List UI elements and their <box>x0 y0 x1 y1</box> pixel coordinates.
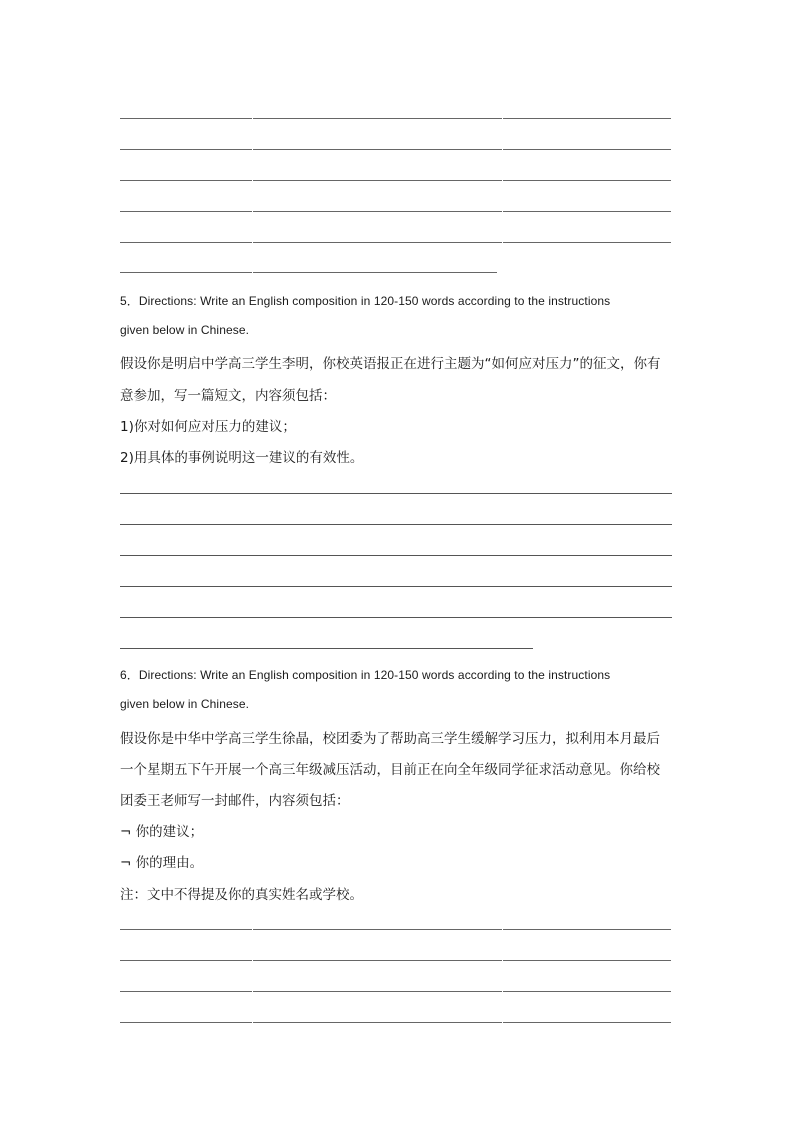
answer-line <box>253 960 502 961</box>
answer-line <box>253 272 497 273</box>
q6-directions-line1: 6．Directions: Write an English composition in 120-150 words according to the instructions <box>120 668 611 682</box>
answer-line <box>253 118 502 119</box>
q6-note: 注：文中不得提及你的真实姓名或学校。 <box>120 887 363 903</box>
answer-line <box>253 211 502 212</box>
answer-line <box>253 242 502 243</box>
answer-line <box>503 960 671 961</box>
answer-line <box>120 149 252 150</box>
q6-prompt-line3: 团委王老师写一封邮件，内容须包括： <box>120 793 350 809</box>
q5-point2: 2)用具体的事例说明这一建议的有效性。 <box>120 450 364 466</box>
answer-line <box>120 555 672 556</box>
answer-line <box>503 149 671 150</box>
q5-directions-line1: 5．Directions: Write an English composition in 120-150 words according to the instructions <box>120 294 611 308</box>
answer-line <box>503 929 671 930</box>
answer-line <box>120 242 252 243</box>
answer-line <box>120 991 252 992</box>
q5-directions-line2: given below in Chinese. <box>120 323 250 337</box>
q6-point2: ¬ 你的理由。 <box>120 855 204 871</box>
q6-point1: ¬ 你的建议； <box>120 824 204 840</box>
answer-line <box>120 211 252 212</box>
answer-line <box>120 586 672 587</box>
answer-line <box>253 149 502 150</box>
q6-prompt-line1: 假设你是中华中学高三学生徐晶，校团委为了帮助高三学生缓解学习压力，拟利用本月最后 <box>120 731 660 747</box>
answer-line <box>120 617 672 618</box>
answer-line <box>503 242 671 243</box>
answer-line <box>120 493 672 494</box>
answer-line <box>120 929 252 930</box>
q5-point1: 1)你对如何应对压力的建议； <box>120 419 296 435</box>
q5-prompt-line1: 假设你是明启中学高三学生李明，你校英语报正在进行主题为“如何应对压力”的征文，你有 <box>120 356 661 372</box>
answer-line <box>253 991 502 992</box>
answer-line <box>503 211 671 212</box>
answer-line <box>120 960 252 961</box>
answer-line <box>503 118 671 119</box>
answer-line <box>120 1022 252 1023</box>
answer-line <box>253 180 502 181</box>
answer-line <box>120 648 533 649</box>
q5-number: 5． <box>120 294 139 308</box>
answer-line <box>253 929 502 930</box>
answer-line <box>503 1022 671 1023</box>
answer-line <box>120 118 252 119</box>
answer-line <box>120 272 252 273</box>
answer-line <box>120 180 252 181</box>
q6-prompt-line2: 一个星期五下午开展一个高三年级减压活动，目前正在向全年级同学征求活动意见。你给校 <box>120 762 660 778</box>
q5-prompt-line2: 意参加，写一篇短文，内容须包括： <box>120 388 336 404</box>
answer-line <box>120 524 672 525</box>
q6-directions-line2: given below in Chinese. <box>120 697 250 711</box>
answer-line <box>503 180 671 181</box>
answer-line <box>503 991 671 992</box>
q6-number: 6． <box>120 668 139 682</box>
answer-line <box>253 1022 502 1023</box>
